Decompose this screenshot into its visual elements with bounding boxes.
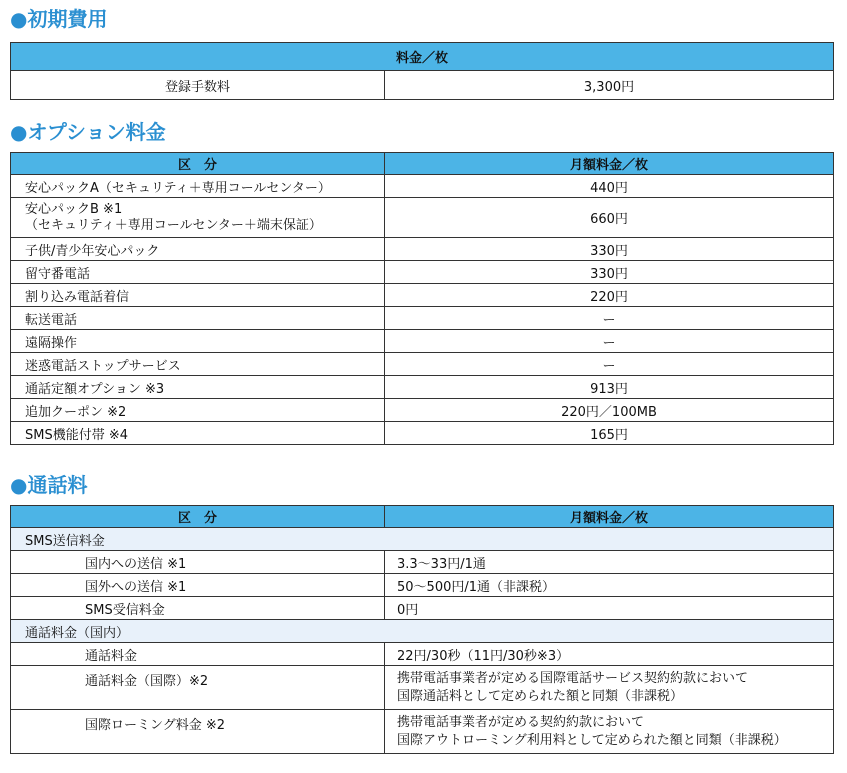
table-header-category: 区 分 — [11, 153, 385, 175]
row-label — [11, 198, 385, 238]
row-value: 220円／100MB — [385, 399, 834, 422]
table-row — [11, 666, 834, 710]
table-group-row — [11, 528, 834, 551]
row-label: 国内への送信 ※1 — [11, 551, 385, 574]
table-row — [11, 376, 834, 399]
row-value-line2: 国際アウトローミング利用料として定められた額と同類（非課税） — [397, 732, 787, 748]
row-label: 安心パックA（セキュリティ＋専用コールセンター） — [11, 175, 385, 198]
call-fee-table — [10, 505, 834, 754]
row-value — [385, 666, 834, 710]
row-value: 440円 — [385, 175, 834, 198]
table-header-monthly-fee: 月額料金／枚 — [385, 153, 834, 175]
row-value: 0円 — [385, 597, 834, 620]
row-value — [385, 710, 834, 754]
row-label: 子供/青少年安心パック — [11, 238, 385, 261]
row-value: 3,300円 — [385, 71, 834, 100]
row-value-line1: 携帯電話事業者が定める契約約款において — [397, 714, 645, 730]
table-row — [11, 574, 834, 597]
table-row — [11, 399, 834, 422]
row-label: 遠隔操作 — [11, 330, 385, 353]
row-value: 220円 — [385, 284, 834, 307]
row-value: 913円 — [385, 376, 834, 399]
table-header-category: 区 分 — [11, 506, 385, 528]
row-label: 転送電話 — [11, 307, 385, 330]
row-label-line2: （セキュリティ＋専用コールセンター＋端末保証） — [25, 217, 322, 233]
row-value: ー — [385, 330, 834, 353]
row-label: 通話料金（国際）※2 — [11, 666, 385, 710]
row-label: 登録手数料 — [11, 71, 385, 100]
section-title-option-fee: ●オプション料金 — [10, 120, 166, 144]
row-label: 国外への送信 ※1 — [11, 574, 385, 597]
row-label: 留守番電話 — [11, 261, 385, 284]
row-value: 330円 — [385, 238, 834, 261]
table-row — [11, 238, 834, 261]
group-label-domestic: 通話料金（国内） — [11, 620, 834, 643]
table-row — [11, 597, 834, 620]
table-row — [11, 71, 834, 100]
row-value: 660円 — [385, 198, 834, 238]
table-row — [11, 353, 834, 376]
row-label-line1: 安心パックB ※1 — [25, 201, 123, 217]
table-row — [11, 422, 834, 445]
row-label: 迷惑電話ストップサービス — [11, 353, 385, 376]
table-row — [11, 175, 834, 198]
row-value: 3.3〜33円/1通 — [385, 551, 834, 574]
row-value-line1: 携帯電話事業者が定める国際電話サービス契約約款において — [397, 670, 749, 686]
row-value: 165円 — [385, 422, 834, 445]
option-fee-table — [10, 152, 834, 445]
table-group-row — [11, 620, 834, 643]
row-label: 割り込み電話着信 — [11, 284, 385, 307]
table-row — [11, 307, 834, 330]
row-label: 追加クーポン ※2 — [11, 399, 385, 422]
initial-fee-table — [10, 42, 834, 100]
row-label: 通話料金 — [11, 643, 385, 666]
table-row — [11, 198, 834, 238]
table-row — [11, 710, 834, 754]
row-value: 22円/30秒（11円/30秒※3） — [385, 643, 834, 666]
row-label: SMS機能付帯 ※4 — [11, 422, 385, 445]
table-row — [11, 284, 834, 307]
table-header: 料金／枚 — [11, 43, 834, 71]
row-value-line2: 国際通話料として定められた額と同類（非課税） — [397, 688, 684, 704]
table-row — [11, 330, 834, 353]
row-value: ー — [385, 353, 834, 376]
table-row — [11, 643, 834, 666]
row-label: 国際ローミング料金 ※2 — [11, 710, 385, 754]
section-title-initial-fee: ●初期費用 — [10, 7, 108, 31]
row-value: 50〜500円/1通（非課税） — [385, 574, 834, 597]
group-label-sms: SMS送信料金 — [11, 528, 834, 551]
table-row — [11, 551, 834, 574]
row-value: 330円 — [385, 261, 834, 284]
row-label: 通話定額オプション ※3 — [11, 376, 385, 399]
row-label: SMS受信料金 — [11, 597, 385, 620]
table-row — [11, 261, 834, 284]
row-value: ー — [385, 307, 834, 330]
table-header-monthly-fee: 月額料金／枚 — [385, 506, 834, 528]
section-title-call-fee: ●通話料 — [10, 473, 88, 497]
